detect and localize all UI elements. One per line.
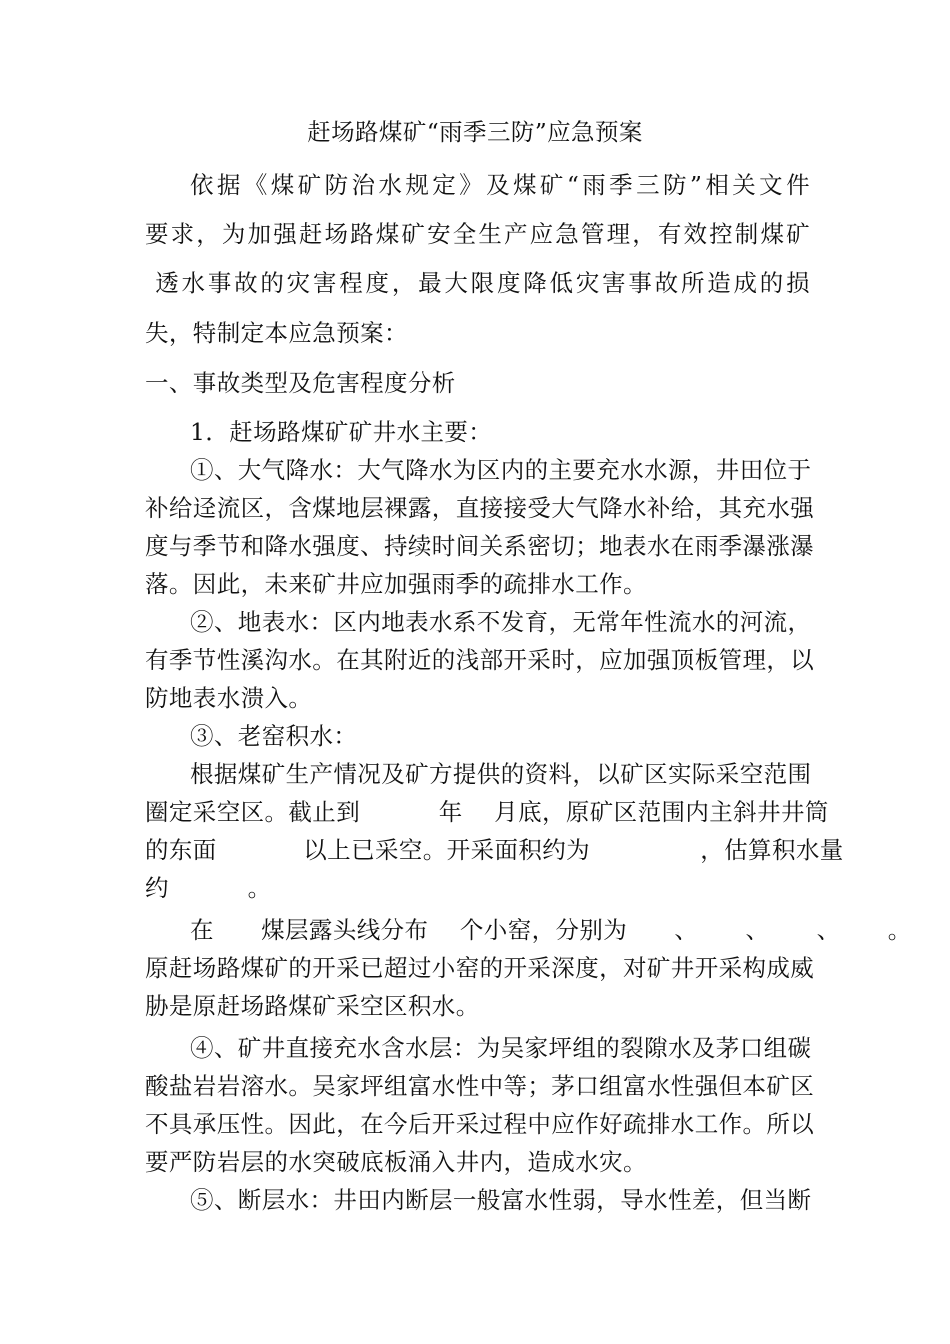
paragraph-line: 在 煤层露头线分布 个小窑，分别为 、 、 、 。 <box>190 916 912 944</box>
paragraph-line: 失，特制定本应急预案： <box>145 319 408 347</box>
paragraph-line: 1．赶场路煤矿矿井水主要： <box>190 418 493 446</box>
paragraph-line: 要求，为加强赶场路煤矿安全生产应急管理，有效控制煤矿 <box>145 220 810 248</box>
paragraph-line: 度与季节和降水强度、持续时间关系密切；地表水在雨季瀑涨瀑 <box>145 532 815 560</box>
document-title: 赶场路煤矿“雨季三防”应急预案 <box>307 118 643 146</box>
paragraph-line: ④、矿井直接充水含水层：为吴家坪组的裂隙水及茅口组碳 <box>190 1034 812 1062</box>
paragraph-line: 不具承压性。因此，在今后开采过程中应作好疏排水工作。所以 <box>145 1110 815 1138</box>
paragraph-line: ②、地表水：区内地表水系不发育，无常年性流水的河流， <box>190 608 812 636</box>
paragraph-line: 补给迳流区，含煤地层裸露，直接接受大气降水补给，其充水强 <box>145 494 815 522</box>
paragraph-line: 酸盐岩岩溶水。吴家坪组富水性中等；茅口组富水性强但本矿区 <box>145 1072 815 1100</box>
paragraph-line: 有季节性溪沟水。在其附近的浅部开采时，应加强顶板管理，以 <box>145 646 815 674</box>
paragraph-line: 约 。 <box>145 874 272 902</box>
paragraph-line: 胁是原赶场路煤矿采空区积水。 <box>145 992 480 1020</box>
paragraph-line: 要严防岩层的水突破底板涌入井内，造成水灾。 <box>145 1148 647 1176</box>
paragraph-line: 圈定采空区。截止到 年 月底，原矿区范围内主斜井井筒 <box>145 798 829 826</box>
paragraph-line: 依据《煤矿防治水规定》及煤矿“雨季三防”相关文件 <box>190 171 810 199</box>
paragraph-line: ⑤、断层水：井田内断层一般富水性弱，导水性差，但当断 <box>190 1186 812 1214</box>
paragraph-line: 透水事故的灾害程度，最大限度降低灾害事故所造成的损 <box>145 269 810 297</box>
paragraph-line: 的东面 以上已采空。开采面积约为 ，估算积水量 <box>145 836 844 864</box>
section-heading: 一、事故类型及危害程度分析 <box>145 369 456 397</box>
paragraph-line: 根据煤矿生产情况及矿方提供的资料，以矿区实际采空范围 <box>190 760 812 788</box>
paragraph-line: ①、大气降水：大气降水为区内的主要充水水源，井田位于 <box>190 456 812 484</box>
paragraph-line: ③、老窑积水： <box>190 722 358 750</box>
paragraph-line: 原赶场路煤矿的开采已超过小窑的开采深度，对矿井开采构成威 <box>145 954 815 982</box>
paragraph-line: 防地表水溃入。 <box>145 684 313 712</box>
paragraph-line: 落。因此，未来矿井应加强雨季的疏排水工作。 <box>145 570 647 598</box>
